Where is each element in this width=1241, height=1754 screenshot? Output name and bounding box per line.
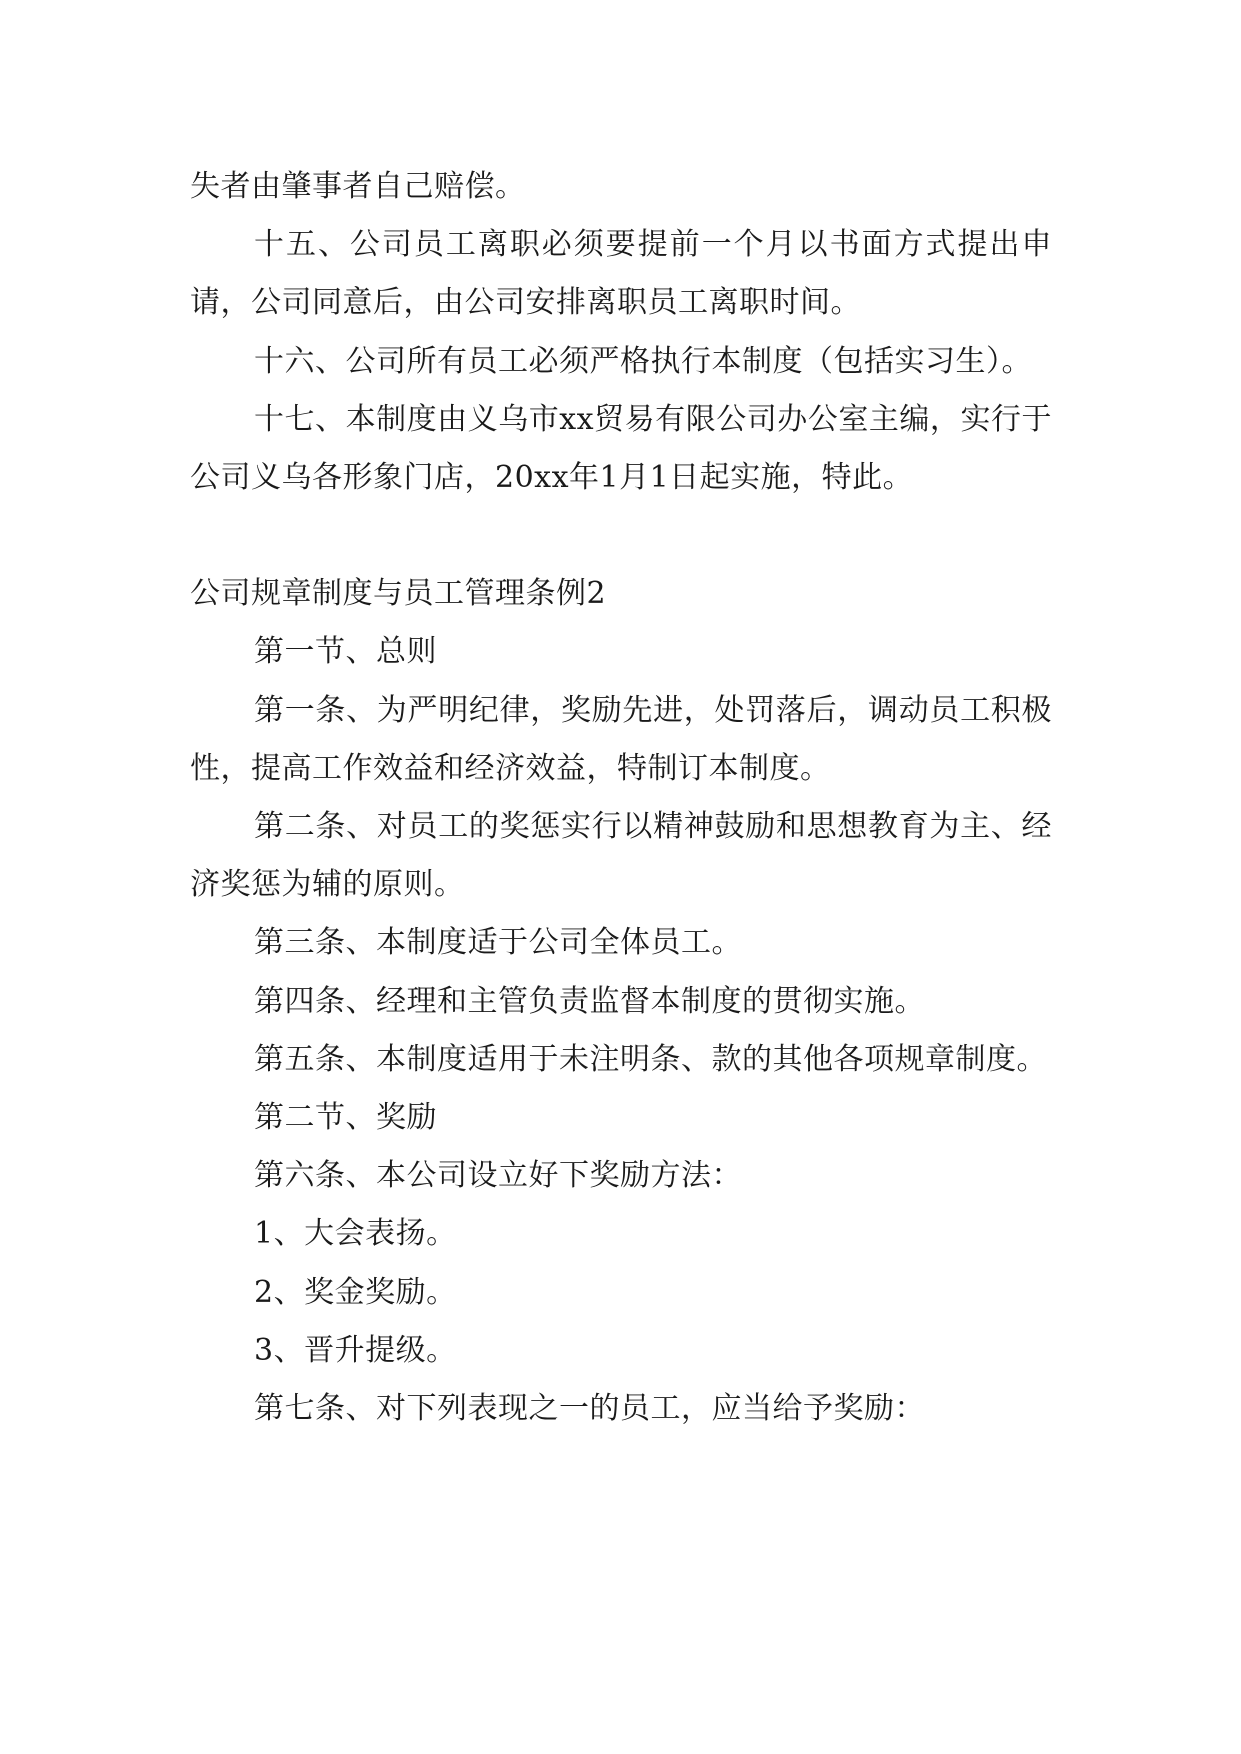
section-two-heading: 第二节、奖励 (254, 1100, 437, 1136)
section-spacer (190, 507, 1052, 565)
paragraph-continuation: 失者由肇事者自己赔偿。 (190, 169, 526, 204)
reward-method-2: 2、奖金奖励。 (254, 1274, 457, 1310)
article-7: 第七条、对下列表现之一的员工，应当给予奖励： (254, 1391, 925, 1427)
document-body (190, 158, 1052, 1438)
reward-method-3: 3、晋升提级。 (254, 1332, 457, 1368)
article-4: 第四条、经理和主管负责监督本制度的贯彻实施。 (254, 983, 925, 1019)
reward-method-1: 1、大会表扬。 (254, 1216, 457, 1252)
paragraph-item-17: 十七、本制度由义乌市xx贸易有限公司办公室主编，实行于公司义乌各形象门店，20xx年1月1日起实施，特此。 (190, 401, 1052, 496)
section-one-heading: 第一节、总则 (254, 634, 437, 670)
article-1: 第一条、为严明纪律，奖励先进，处罚落后，调动员工积极性，提高工作效益和经济效益，特制订本制度。 (190, 692, 1052, 786)
section-title: 公司规章制度与员工管理条例2 (190, 576, 607, 612)
paragraph-item-15: 十五、公司员工离职必须要提前一个月以书面方式提出申请，公司同意后，由公司安排离职员工离职时间。 (190, 227, 1052, 321)
article-6: 第六条、本公司设立好下奖励方法： (254, 1158, 742, 1194)
paragraph-item-16: 十六、公司所有员工必须严格执行本制度（包括实习生）。 (254, 343, 1032, 379)
article-3: 第三条、本制度适于公司全体员工。 (254, 925, 742, 961)
article-5: 第五条、本制度适用于未注明条、款的其他各项规章制度。 (254, 1041, 1047, 1077)
article-2: 第二条、对员工的奖惩实行以精神鼓励和思想教育为主、经济奖惩为辅的原则。 (190, 809, 1052, 903)
